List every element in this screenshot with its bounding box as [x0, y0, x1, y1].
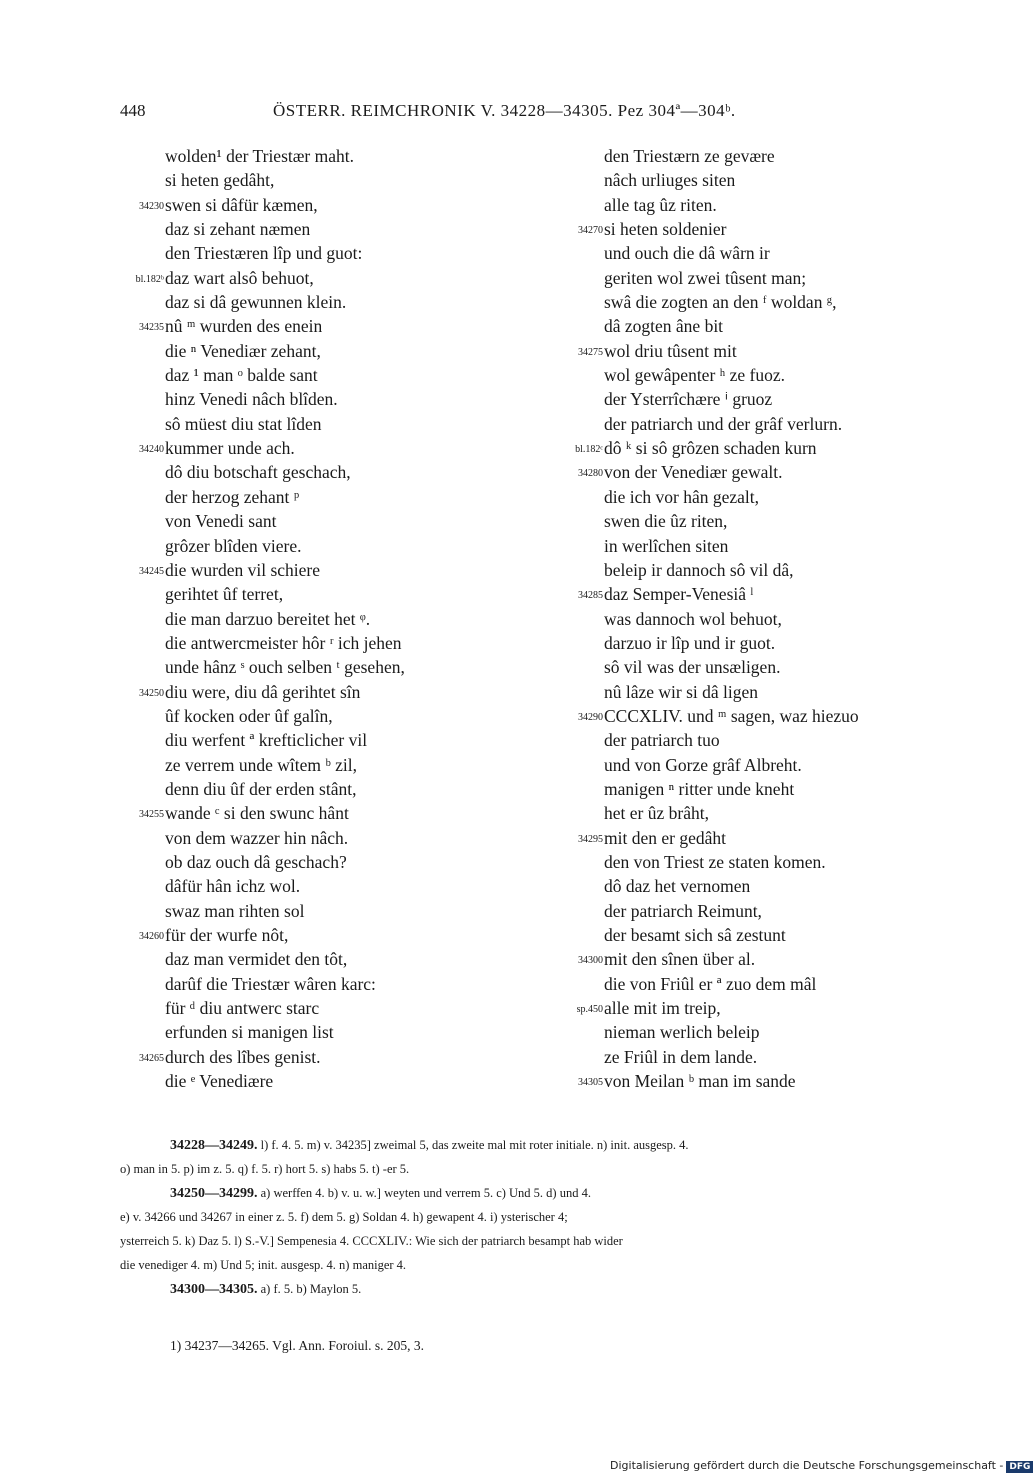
line-number: 34285 [578, 590, 603, 602]
verse-text: swâ die zogten an den ᶠ woldan ᵍ, [604, 292, 837, 313]
verse-text: der patriarch tuo [604, 730, 720, 751]
verse-text: swaz man rihten sol [165, 900, 305, 921]
running-header [120, 101, 840, 125]
verse-line [558, 560, 978, 584]
verse-text: diu werfent ª krefticlicher vil [165, 730, 368, 751]
right-verse-column [558, 146, 978, 1095]
verse-text: die ich vor hân gezalt, [604, 486, 760, 507]
verse-text: kummer unde ach. [165, 438, 295, 459]
verse-line [112, 438, 512, 462]
verse-line [112, 1022, 512, 1046]
verse-line [558, 803, 978, 827]
verse-text: gerihtet ûf terret, [165, 584, 284, 605]
verse-line [558, 389, 978, 413]
line-number: 34250 [139, 687, 164, 699]
verse-text: manigen ⁿ ritter unde kneht [604, 778, 795, 799]
verse-line [558, 828, 978, 852]
verse-text: für ᵈ diu antwerc starc [165, 998, 320, 1019]
verse-line [558, 779, 978, 803]
verse-line [112, 974, 512, 998]
verse-text: dô diu botschaft geschach, [165, 462, 351, 483]
apparatus-line [120, 1162, 978, 1186]
verse-text: daz Semper-Venesiâ ˡ [604, 584, 754, 605]
verse-line [558, 949, 978, 973]
verse-line [112, 925, 512, 949]
verse-line [558, 292, 978, 316]
line-number: sp.450 [576, 1004, 603, 1016]
verse-text: die antwercmeister hôr ʳ ich jehen [165, 632, 402, 653]
verse-line [558, 462, 978, 486]
verse-line [558, 876, 978, 900]
apparatus-line [170, 1138, 978, 1162]
verse-line [558, 852, 978, 876]
line-number: 34265 [139, 1052, 164, 1064]
verse-text: wande ᶜ si den swunc hânt [165, 803, 349, 824]
verse-text: swen die ûz riten, [604, 511, 728, 532]
apparatus-line [120, 1258, 978, 1282]
verse-text: si heten gedâht, [165, 170, 275, 191]
verse-line [112, 609, 512, 633]
verse-text: wolden¹ der Triestær maht. [165, 146, 354, 166]
verse-line [558, 316, 978, 340]
verse-text: denn diu ûf der erden stânt, [165, 778, 357, 799]
verse-line [558, 755, 978, 779]
verse-text: der herzog zehant ᵖ [165, 486, 300, 507]
verse-line [112, 414, 512, 438]
line-number: 34270 [578, 225, 603, 237]
verse-text: swen si dâfür kæmen, [165, 194, 318, 215]
page-number: 448 [120, 101, 146, 120]
verse-line [558, 998, 978, 1022]
critical-apparatus [120, 1138, 978, 1306]
line-number: 34305 [578, 1077, 603, 1089]
verse-line [112, 170, 512, 194]
line-number: 34235 [139, 322, 164, 334]
verse-line [558, 170, 978, 194]
verse-line [112, 511, 512, 535]
verse-line [112, 876, 512, 900]
verse-line [558, 925, 978, 949]
apparatus-range: 34300—34305. [170, 1282, 258, 1297]
verse-line [112, 657, 512, 681]
verse-line [112, 487, 512, 511]
line-number: 34260 [139, 931, 164, 942]
verse-line [112, 852, 512, 876]
verse-text: den von Triest ze staten komen. [604, 851, 826, 872]
verse-text: daz si zehant næmen [165, 219, 311, 240]
verse-text: durch des lîbes genist. [165, 1046, 321, 1067]
verse-text: grôzer blîden viere. [165, 535, 302, 556]
verse-line [558, 219, 978, 243]
verse-line [112, 828, 512, 852]
verse-text: ûf kocken oder ûf galîn, [165, 705, 333, 726]
verse-line [112, 389, 512, 413]
verse-text: hinz Venedi nâch blîden. [165, 389, 338, 410]
line-number: 34295 [578, 833, 603, 845]
verse-line [558, 511, 978, 535]
verse-line [112, 316, 512, 340]
verse-text: den Triestæren lîp und guot: [165, 243, 363, 264]
verse-line [558, 487, 978, 511]
verse-line [558, 1047, 978, 1071]
line-number: 34280 [578, 468, 603, 480]
verse-text: der patriarch Reimunt, [604, 900, 762, 921]
verse-text: für der wurfe nôt, [165, 925, 289, 945]
running-title: ÖSTERR. REIMCHRONIK V. 34228—34305. Pez 304ª—304ᵇ. [273, 101, 736, 120]
verse-line [558, 584, 978, 608]
verse-line [112, 292, 512, 316]
verse-text: alle mit im treip, [604, 998, 721, 1019]
left-verse-column [112, 146, 512, 1095]
verse-line [112, 1047, 512, 1071]
verse-text: und von Gorze grâf Albreht. [604, 754, 802, 775]
verse-text: der patriarch und der grâf verlurn. [604, 413, 843, 434]
verse-line [558, 730, 978, 754]
verse-text: geriten wol zwei tûsent man; [604, 267, 807, 288]
verse-text: die wurden vil schiere [165, 559, 321, 580]
verse-line [558, 268, 978, 292]
verse-text: nû lâze wir si dâ ligen [604, 681, 759, 702]
verse-text: von dem wazzer hin nâch. [165, 827, 349, 848]
verse-line [112, 706, 512, 730]
verse-text: dâfür hân ichz wol. [165, 876, 301, 897]
verse-line [558, 341, 978, 365]
verse-text: wol gewâpenter ʰ ze fuoz. [604, 365, 786, 386]
verse-text: ze verrem unde wîtem ᵇ zil, [165, 754, 358, 775]
verse-line [112, 219, 512, 243]
verse-text: von Venedi sant [165, 511, 277, 532]
apparatus-text: e) v. 34266 und 34267 in einer z. 5. f) dem 5. g) Soldan 4. h) gewapent 4. i) ysterischer 4; [120, 1210, 568, 1224]
apparatus-range: 34250—34299. [170, 1186, 258, 1201]
verse-line [558, 706, 978, 730]
verse-line [558, 243, 978, 267]
verse-line [112, 560, 512, 584]
verse-line [112, 146, 512, 170]
verse-line [112, 268, 512, 292]
verse-line [558, 682, 978, 706]
verse-line [112, 195, 512, 219]
verse-text: unde hânz ˢ ouch selben ᵗ gesehen, [165, 657, 405, 678]
verse-line [558, 365, 978, 389]
apparatus-line [120, 1210, 978, 1234]
verse-text: diu were, diu dâ gerihtet sîn [165, 681, 361, 702]
verse-text: dâ zogten âne bit [604, 316, 724, 337]
verse-text: CCCXLIV. und ᵐ sagen, waz hiezuo [604, 705, 859, 726]
verse-text: ze Friûl in dem lande. [604, 1046, 758, 1067]
apparatus-line [170, 1282, 978, 1306]
verse-text: het er ûz brâht, [604, 803, 709, 824]
verse-line [558, 195, 978, 219]
apparatus-text: die venediger 4. m) Und 5; init. ausgesp. 4. n) maniger 4. [120, 1258, 407, 1272]
verse-text: die ⁿ Venediær zehant, [165, 340, 321, 361]
line-number: 34245 [139, 565, 164, 577]
verse-text: daz man vermidet den tôt, [165, 949, 348, 970]
verse-line [112, 536, 512, 560]
verse-text: nieman werlich beleip [604, 1022, 760, 1043]
line-number: 34255 [139, 809, 164, 821]
verse-line [112, 779, 512, 803]
verse-line [112, 462, 512, 486]
verse-text: dô ᵏ si sô grôzen schaden kurn [604, 438, 817, 459]
verse-text: von Meilan ᵇ man im sande [604, 1071, 796, 1092]
credit-text: Digitalisierung gefördert durch die Deutsche Forschungsgemeinschaft - [610, 1459, 1004, 1472]
verse-text: und ouch die dâ wârn ir [604, 243, 770, 264]
verse-line [112, 998, 512, 1022]
verse-text: dô daz het vernomen [604, 876, 751, 897]
verse-text: nâch urliuges siten [604, 170, 736, 191]
verse-line [112, 243, 512, 267]
verse-text: si heten soldenier [604, 219, 727, 240]
verse-text: der besamt sich sâ zestunt [604, 925, 786, 945]
verse-line [558, 901, 978, 925]
verse-text: die man darzuo bereitet het ᵠ. [165, 608, 371, 629]
verse-text: erfunden si manigen list [165, 1022, 334, 1043]
verse-line [558, 146, 978, 170]
verse-text: sô müest diu stat lîden [165, 413, 322, 434]
verse-line [558, 609, 978, 633]
verse-text: von der Venediær gewalt. [604, 462, 783, 483]
apparatus-text: o) man in 5. p) im z. 5. q) f. 5. r) hort 5. s) habs 5. t) -er 5. [120, 1162, 410, 1176]
apparatus-line [120, 1234, 978, 1258]
verse-text: sô vil was der unsæligen. [604, 657, 781, 678]
verse-text: den Triestærn ze gevære [604, 146, 775, 166]
line-number: bl.182ᶜ [575, 444, 603, 456]
verse-text: darûf die Triestær wâren karc: [165, 973, 376, 994]
verse-text: daz si dâ gewunnen klein. [165, 292, 347, 313]
verse-text: darzuo ir lîp und ir guot. [604, 632, 776, 653]
verse-line [112, 1071, 512, 1095]
verse-text: wol driu tûsent mit [604, 340, 737, 361]
verse-line [558, 657, 978, 681]
verse-line [112, 633, 512, 657]
verse-line [112, 584, 512, 608]
line-number: 34290 [578, 711, 603, 723]
apparatus-line [170, 1186, 978, 1210]
verse-line [558, 536, 978, 560]
apparatus-text: a) werffen 4. b) v. u. w.] weyten und verrem 5. c) Und 5. d) und 4. [260, 1186, 591, 1200]
apparatus-text: ysterreich 5. k) Daz 5. l) S.-V.] Sempenesia 4. CCCXLIV.: Wie sich der patriarch besampt hab wider [120, 1234, 623, 1248]
verse-text: mit den sînen über al. [604, 949, 756, 970]
verse-text: was dannoch wol behuot, [604, 608, 782, 629]
verse-line [558, 414, 978, 438]
verse-text: daz wart alsô behuot, [165, 267, 314, 288]
verse-line [112, 949, 512, 973]
apparatus-range: 34228—34249. [170, 1138, 258, 1153]
line-number: 34300 [578, 955, 603, 967]
line-number: 34230 [139, 200, 164, 212]
verse-line [558, 633, 978, 657]
verse-line [112, 365, 512, 389]
verse-text: der Ysterrîchære ⁱ gruoz [604, 389, 773, 410]
verse-line [112, 803, 512, 827]
verse-text: nû ᵐ wurden des enein [165, 316, 323, 337]
line-number: 34240 [139, 444, 164, 456]
verse-text: die von Friûl er ª zuo dem mâl [604, 973, 817, 994]
verse-line [112, 901, 512, 925]
dfg-logo: DFG [1006, 1461, 1033, 1473]
verse-text: beleip ir dannoch sô vil dâ, [604, 559, 794, 580]
verse-line [558, 438, 978, 462]
line-number: 34275 [578, 346, 603, 358]
digitization-credit [610, 1459, 1033, 1473]
verse-line [558, 974, 978, 998]
apparatus-text: l) f. 4. 5. m) v. 34235] zweimal 5, das zweite mal mit roter initiale. n) init. ausgesp. 4. [260, 1138, 689, 1152]
apparatus-text: a) f. 5. b) Maylon 5. [260, 1282, 362, 1296]
verse-line [558, 1071, 978, 1095]
verse-text: alle tag ûz riten. [604, 194, 717, 215]
verse-text: die ᵉ Venediære [165, 1071, 274, 1092]
verse-line [112, 341, 512, 365]
verse-text: ob daz ouch dâ geschach? [165, 851, 347, 872]
line-number: bl.182ᵇ [135, 273, 164, 285]
verse-line [112, 682, 512, 706]
verse-line [112, 755, 512, 779]
verse-text: daz ¹ man ᵒ balde sant [165, 365, 318, 386]
verse-text: mit den er gedâht [604, 827, 726, 848]
footnote: 1) 34237—34265. Vgl. Ann. Foroiul. s. 205, 3. [170, 1338, 425, 1353]
verse-text: in werlîchen siten [604, 535, 729, 556]
verse-line [558, 1022, 978, 1046]
verse-line [112, 730, 512, 754]
